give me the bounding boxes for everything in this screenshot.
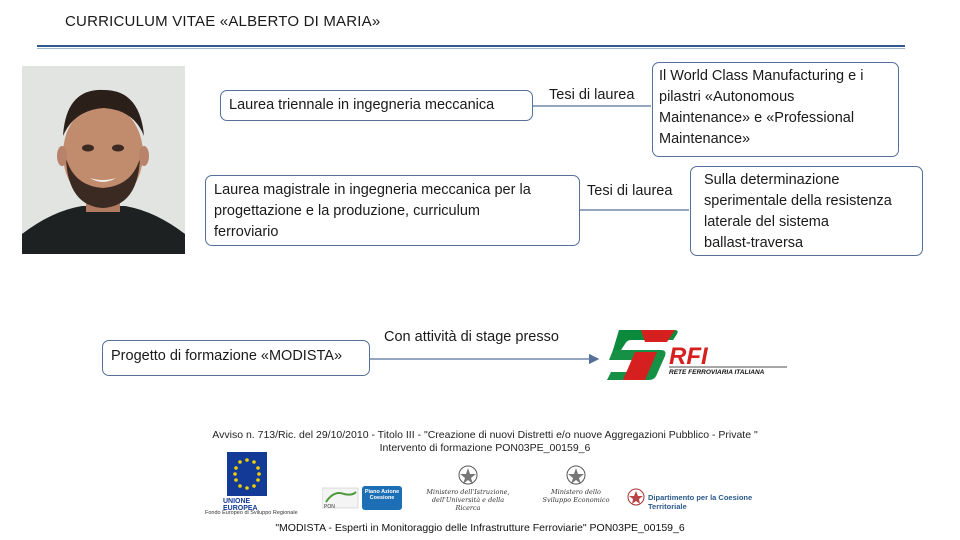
coesione-label: Dipartimento per la Coesione Territoriale [648, 493, 753, 511]
stage-label: Con attività di stage presso [384, 329, 559, 345]
footer-project: "MODISTA - Esperti in Monitoraggio delle Infrastrutture Ferroviarie" PON03PE_00159_6 [275, 522, 685, 534]
progetto-text: Progetto di formazione «MODISTA» [111, 348, 343, 364]
tesi-2-line: sperimentale della resistenza [704, 193, 892, 209]
rfi-logo-mark [605, 328, 795, 384]
coesione-logo [626, 486, 766, 512]
laurea-magistrale-line: ferroviario [214, 224, 279, 240]
rfi-brand-text: RFI [669, 343, 708, 370]
rfi-logo [605, 328, 795, 384]
tesi-2-box [690, 166, 923, 256]
tesi-2-line: ballast-traversa [704, 235, 804, 251]
eu-logo [205, 452, 298, 520]
laurea-magistrale-box [205, 175, 580, 246]
tesi-1-box [652, 62, 899, 157]
italian-emblem-icon [536, 464, 616, 486]
laurea-magistrale-line: Laurea magistrale in ingegneria meccanica per la [214, 182, 531, 198]
mise-logo [536, 464, 616, 512]
slide-title: CURRICULUM VITAE «ALBERTO DI MARIA» [65, 13, 381, 30]
mise-label: Ministero dello Sviluppo Economico [542, 488, 610, 504]
piano-coesione-label: Piano Azione Coesione [364, 489, 400, 501]
pon-label: PON [324, 504, 335, 510]
laurea-magistrale-line: progettazione e la produzione, curriculum [214, 203, 480, 219]
tesi-2-line: laterale del sistema [704, 214, 829, 230]
eu-fund: Fondo Europeo di Sviluppo Regionale [205, 510, 298, 516]
tesi-label-2: Tesi di laurea [587, 183, 673, 199]
miur-logo [420, 464, 516, 512]
italian-emblem-icon [420, 464, 516, 486]
avviso-line-1: Avviso n. 713/Ric. del 29/10/2010 - Titolo III - "Creazione di nuovi Distretti e/o nuove Aggregazioni Pubblico - Private " [212, 429, 758, 441]
tesi-1-line: pilastri «Autonomous [659, 89, 795, 105]
tesi-1-line: Maintenance» e «Professional [659, 110, 855, 126]
tesi-label-1: Tesi di laurea [549, 87, 635, 103]
rfi-subtitle: RETE FERROVIARIA ITALIANA [669, 369, 765, 376]
eu-name: UNIONE EUROPEA [223, 498, 258, 512]
tesi-1-line: Maintenance» [659, 131, 751, 147]
tesi-2-line: Sulla determinazione [704, 172, 840, 188]
laurea-triennale-text: Laurea triennale in ingegneria meccanica [229, 97, 495, 113]
tesi-1-line: Il World Class Manufacturing e i [659, 68, 864, 84]
miur-label: Ministero dell'Istruzione, dell'Università e della Ricerca [426, 488, 510, 512]
italian-emblem-icon [626, 486, 646, 508]
laurea-triennale-box [220, 90, 533, 121]
avviso-line-2: Intervento di formazione PON03PE_00159_6 [379, 442, 591, 454]
pon-logo [322, 484, 404, 512]
progetto-box [102, 340, 370, 376]
